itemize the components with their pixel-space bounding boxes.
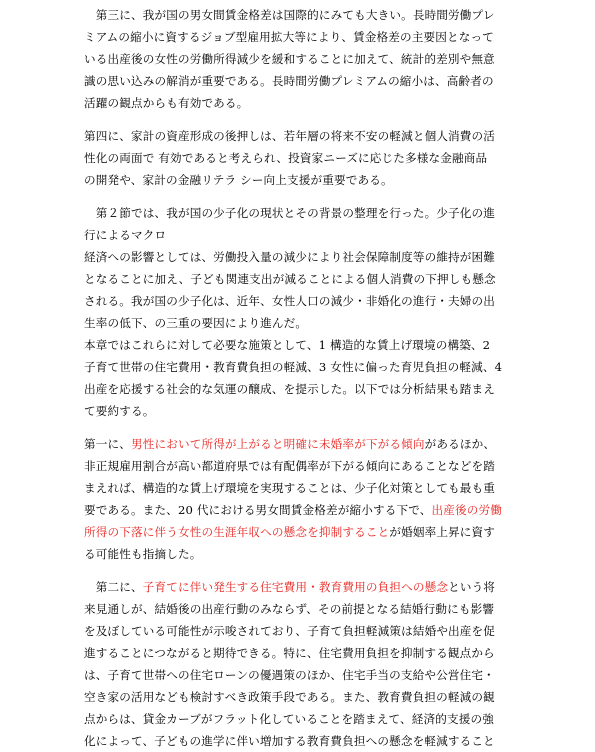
highlighted-text: 所得の下落に伴う女性の生涯年収への懸念を抑制すること bbox=[84, 525, 390, 539]
text-line bbox=[84, 202, 510, 224]
text-segment: ミアムの縮小に資するジョブ型雇用拡大等により、賃金格差の主要因となって bbox=[84, 30, 494, 44]
highlighted-text: 出産後の労働 bbox=[431, 503, 502, 517]
text-segment: 第２節では、我が国の少子化の現状とその背景の整理を行った。少子化の進 bbox=[84, 206, 496, 220]
paragraph bbox=[84, 125, 510, 191]
text-segment: まえれば、構造的な賃上げ環境を実現することは、少子化対策としても最も重 bbox=[84, 481, 496, 495]
text-line bbox=[84, 334, 510, 356]
text-line bbox=[84, 92, 510, 114]
text-line bbox=[84, 400, 510, 422]
text-segment: 非正規雇用割合が高い都道府県では有配偶率が下がる傾向にあることなどを踏 bbox=[84, 459, 496, 473]
text-line bbox=[84, 268, 510, 290]
text-segment: 経済への影響としては、労働投入量の減少により社会保障制度等の維持が困難 bbox=[84, 250, 496, 264]
paragraph-gap bbox=[84, 191, 510, 202]
text-segment: 第四に、家計の資産形成の後押しは、若年層の将来不安の軽減と個人消費の活 bbox=[84, 129, 496, 143]
text-line bbox=[84, 499, 510, 521]
text-segment: て要約する。 bbox=[84, 404, 155, 418]
text-segment: る可能性も指摘した。 bbox=[84, 547, 202, 561]
paragraph bbox=[84, 202, 510, 422]
text-line bbox=[84, 246, 510, 268]
text-line bbox=[84, 664, 510, 686]
text-line bbox=[84, 356, 510, 378]
text-line bbox=[84, 576, 510, 598]
text-segment: 活躍の観点からも有効である。 bbox=[84, 96, 249, 110]
paragraph-gap bbox=[84, 422, 510, 433]
text-line bbox=[84, 477, 510, 499]
text-segment: 行によるマクロ bbox=[84, 228, 167, 242]
text-line bbox=[84, 4, 510, 26]
text-segment: 点からは、貸金カーブがフラット化していることを踏まえて、経済的支援の強 bbox=[84, 712, 494, 726]
text-line bbox=[84, 455, 510, 477]
text-line bbox=[84, 620, 510, 642]
text-segment: の開発や、家計の金融リテラ シー向上支援が重要である。 bbox=[84, 173, 393, 187]
paragraph bbox=[84, 4, 510, 114]
text-segment: 来見通しが、結婚後の出産行動のみならず、その前提となる結婚行動にも影響 bbox=[84, 602, 495, 616]
text-line bbox=[84, 378, 510, 400]
text-segment: いる出産後の女性の労働所得減少を緩和することに加えて、統計的差別や無意 bbox=[84, 52, 495, 66]
text-segment: という将 bbox=[448, 580, 496, 594]
text-line bbox=[84, 290, 510, 312]
text-segment: 性化の両面で 有効であると考えられ、投資家ニーズに応じた多様な金融商品 bbox=[84, 151, 488, 165]
text-line bbox=[84, 708, 510, 730]
text-line bbox=[84, 312, 510, 334]
text-segment: 第二に、 bbox=[84, 580, 143, 594]
text-line bbox=[84, 147, 510, 169]
text-segment: 子育て世帯の住宅費用・教育費負担の軽減、3 女性に偏った育児負担の軽減、4 bbox=[84, 360, 503, 374]
text-segment: 化によって、子どもの進学に伴い増加する教育費負担への懸念を軽減すること bbox=[84, 734, 495, 748]
document-body bbox=[84, 4, 510, 752]
paragraph bbox=[84, 576, 510, 752]
text-segment: 要である。また、20 代における男女間賃金格差が縮小する下で、 bbox=[84, 503, 432, 517]
text-segment: 出産を応援する社会的な気運の醸成、を提示した。以下では分析結果も踏まえ bbox=[84, 382, 496, 396]
text-segment: は、子育て世帯への住宅ローンの優遇策のほか、住宅手当の支給や公営住宅・ bbox=[84, 668, 495, 682]
text-segment: 第一に、 bbox=[84, 437, 131, 451]
highlighted-text: 子育てに伴い発生する住宅費用・教育費用の負担への懸念 bbox=[142, 580, 449, 594]
highlighted-text: 男性において所得が上がると明確に未婚率が下がる傾向 bbox=[130, 437, 425, 451]
paragraph bbox=[84, 433, 510, 565]
text-segment: を及ぼしている可能性が示唆されており、子育て負担軽減策は結婚や出産を促 bbox=[84, 624, 496, 638]
text-segment: 本章ではこれらに対して必要な施策として、1 構造的な賃上げ環境の構築、2 bbox=[84, 338, 491, 352]
text-line bbox=[84, 224, 510, 246]
text-segment: される。我が国の少子化は、近年、女性人口の減少・非婚化の進行・夫婦の出 bbox=[84, 294, 496, 308]
text-line bbox=[84, 169, 510, 191]
text-segment: 生率の低下、の三重の要因により進んだ。 bbox=[84, 316, 308, 330]
paragraph-gap bbox=[84, 565, 510, 576]
text-segment: があるほか、 bbox=[424, 437, 496, 451]
text-line bbox=[84, 686, 510, 708]
text-line bbox=[84, 543, 510, 565]
text-line bbox=[84, 48, 510, 70]
text-segment: 識の思い込みの解消が重要である。長時間労働プレミアムの縮小は、高齢者の bbox=[84, 74, 494, 88]
text-segment: 第三に、我が国の男女間賃金格差は国際的にみても大きい。長時間労働プレ bbox=[84, 8, 495, 22]
text-segment: 空き家の活用なども検討すべき政策手段である。また、教育費負担の軽減の観 bbox=[84, 690, 495, 704]
text-segment: が婚姻率上昇に資す bbox=[389, 525, 496, 539]
paragraph-gap bbox=[84, 114, 510, 125]
text-line bbox=[84, 125, 510, 147]
text-line bbox=[84, 521, 510, 543]
text-line bbox=[84, 26, 510, 48]
text-line bbox=[84, 730, 510, 752]
text-line bbox=[84, 642, 510, 664]
text-segment: となることに加え、子ども関連支出が減ることによる個人消費の下押しも懸念 bbox=[84, 272, 496, 286]
text-line bbox=[84, 433, 510, 455]
text-line bbox=[84, 598, 510, 620]
text-line bbox=[84, 70, 510, 92]
text-segment: 進することにつながると期待できる。特に、住宅費用負担を抑制する観点から bbox=[84, 646, 495, 660]
